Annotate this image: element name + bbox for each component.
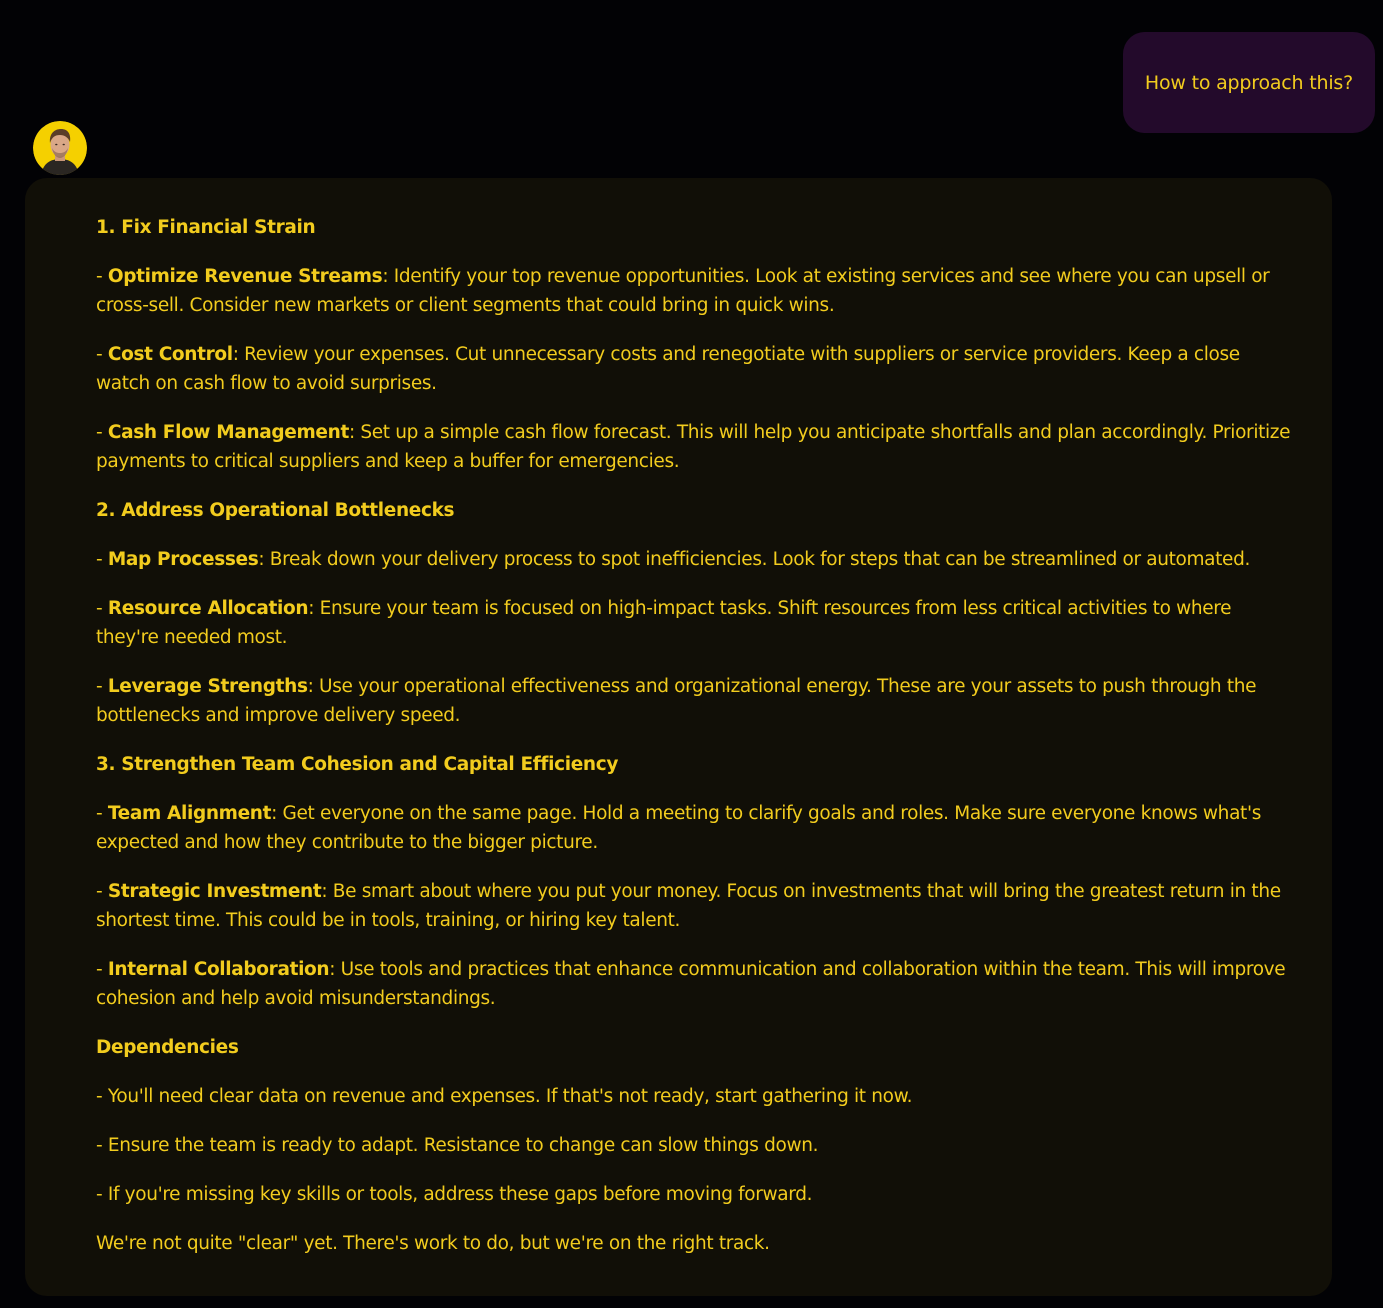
section-heading-text: 3. Strengthen Team Cohesion and Capital Efficiency: [96, 754, 619, 775]
list-item-term: Internal Collaboration: [107, 959, 330, 980]
list-item: [96, 672, 1292, 730]
user-message-text: How to approach this?: [1144, 71, 1353, 94]
section-heading-text: 2. Address Operational Bottlenecks: [96, 500, 455, 521]
paragraph: [96, 1229, 1292, 1258]
list-item-term: Team Alignment: [107, 803, 272, 824]
section-heading: [96, 750, 1292, 779]
list-item: [96, 594, 1292, 652]
list-item-term: Cash Flow Management: [107, 422, 349, 443]
section-heading-text: 1. Fix Financial Strain: [96, 217, 316, 238]
list-item-text: : Set up a simple cash flow forecast. This will help you anticipate shortfalls and plan accordingly. Prioritize payments to critical suppliers and keep a buffer for emergencies.: [96, 422, 1291, 472]
list-item-prefix: -: [96, 266, 108, 287]
section-heading: [96, 1033, 1292, 1062]
list-item-prefix: -: [96, 598, 108, 619]
list-item: [96, 877, 1292, 935]
paragraph: [96, 1082, 1292, 1111]
list-item-term: Optimize Revenue Streams: [107, 266, 383, 287]
list-item: [96, 799, 1292, 857]
list-item: [96, 955, 1292, 1013]
list-item: [96, 262, 1292, 320]
list-item-prefix: -: [96, 549, 108, 570]
assistant-message-bubble: [25, 178, 1332, 1296]
list-item: [96, 418, 1292, 476]
list-item-prefix: -: [96, 803, 108, 824]
paragraph: [96, 1180, 1292, 1209]
user-message-bubble: [1123, 32, 1375, 133]
assistant-avatar[interactable]: [33, 121, 87, 175]
list-item: [96, 340, 1292, 398]
paragraph-text: - You'll need clear data on revenue and expenses. If that's not ready, start gathering it now.: [96, 1086, 913, 1107]
list-item-term: Leverage Strengths: [107, 676, 308, 697]
list-item-term: Strategic Investment: [107, 881, 322, 902]
paragraph: [96, 1131, 1292, 1160]
list-item-text: : Use your operational effectiveness and organizational energy. These are your assets to push through the bottlenecks and improve delivery speed.: [96, 676, 1257, 726]
list-item-term: Map Processes: [107, 549, 259, 570]
paragraph-text: - Ensure the team is ready to adapt. Resistance to change can slow things down.: [96, 1135, 819, 1156]
list-item: [96, 545, 1292, 574]
list-item-term: Cost Control: [107, 344, 233, 365]
list-item-text: : Review your expenses. Cut unnecessary costs and renegotiate with suppliers or service providers. Keep a close watch on cash flow to avoid surprises.: [96, 344, 1240, 394]
list-item-text: : Be smart about where you put your money. Focus on investments that will bring the greatest return in the shortest time. This could be in tools, training, or hiring key talent.: [96, 881, 1281, 931]
section-heading: [96, 496, 1292, 525]
list-item-text: : Use tools and practices that enhance communication and collaboration within the team. This will improve cohesion and help avoid misunderstandings.: [96, 959, 1286, 1009]
list-item-text: : Ensure your team is focused on high-impact tasks. Shift resources from less critical activities to where they're needed most.: [96, 598, 1232, 648]
avatar-icon: [33, 121, 87, 175]
list-item-prefix: -: [96, 959, 108, 980]
paragraph-text: We're not quite "clear" yet. There's work to do, but we're on the right track.: [96, 1233, 770, 1254]
paragraph-text: - If you're missing key skills or tools, address these gaps before moving forward.: [96, 1184, 813, 1205]
list-item-prefix: -: [96, 676, 108, 697]
list-item-term: Resource Allocation: [107, 598, 309, 619]
list-item-text: : Get everyone on the same page. Hold a meeting to clarify goals and roles. Make sure everyone knows what's expected and how they contribute to the bigger picture.: [96, 803, 1261, 853]
list-item-text: : Identify your top revenue opportunities. Look at existing services and see where you can upsell or cross-sell. Consider new markets or client segments that could bring in quick wins.: [96, 266, 1270, 316]
section-heading-text: Dependencies: [96, 1037, 239, 1058]
section-heading: [96, 213, 1292, 242]
list-item-prefix: -: [96, 881, 108, 902]
list-item-prefix: -: [96, 344, 108, 365]
list-item-text: : Break down your delivery process to spot inefficiencies. Look for steps that can be streamlined or automated.: [258, 549, 1251, 570]
list-item-prefix: -: [96, 422, 108, 443]
